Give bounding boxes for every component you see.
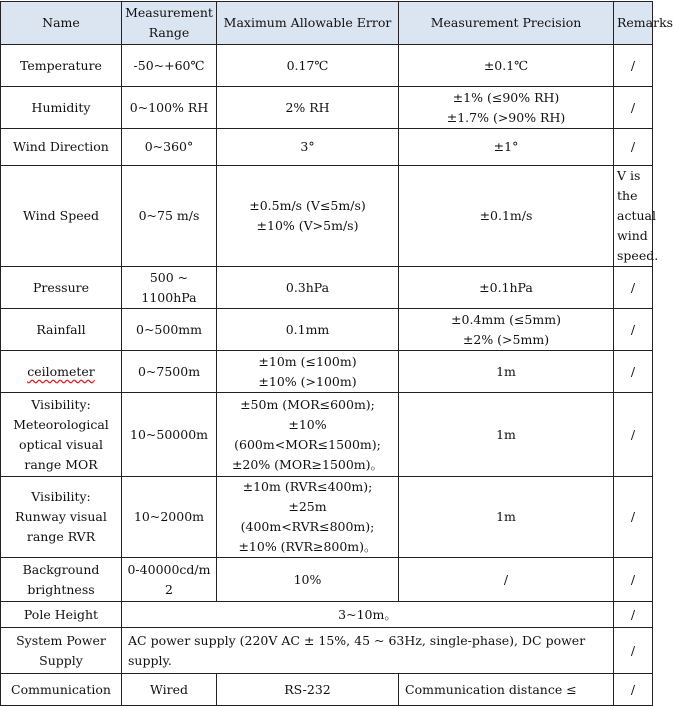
cell-error: ±10m (≤100m) ±10% (>100m) <box>217 351 399 393</box>
table-row-ceilometer <box>1 351 653 393</box>
cell-name: Communication <box>1 674 122 706</box>
table-row-background-brightness <box>1 558 653 602</box>
cell-remarks: / <box>614 558 653 602</box>
cell-precision: ±1° <box>399 129 614 166</box>
cell-precision: 1m <box>399 477 614 558</box>
cell-remarks: / <box>614 45 653 87</box>
table-row-visibility-rvr <box>1 477 653 558</box>
table-row-system-power-supply <box>1 628 653 674</box>
cell-precision: 1m <box>399 351 614 393</box>
cell-remarks: / <box>614 477 653 558</box>
cell-range: 0~500mm <box>122 309 217 351</box>
header-name: Name <box>1 2 122 45</box>
table-row-pressure <box>1 267 653 309</box>
cell-error: 0.17℃ <box>217 45 399 87</box>
cell-range: 0~100% RH <box>122 87 217 129</box>
header-row <box>1 2 653 45</box>
cell-range: 10~50000m <box>122 393 217 477</box>
cell-name: Visibility: Runway visual range RVR <box>1 477 122 558</box>
cell-range: 0~360° <box>122 129 217 166</box>
cell-error: ±0.5m/s (V≤5m/s) ±10% (V>5m/s) <box>217 166 399 267</box>
ceilometer-label: ceilometer <box>27 363 95 379</box>
cell-remarks: / <box>614 309 653 351</box>
cell-precision: / <box>399 558 614 602</box>
cell-remarks: / <box>614 87 653 129</box>
cell-remarks: / <box>614 602 653 628</box>
cell-remarks: V is the actual wind speed. <box>614 166 653 267</box>
table-row-pole-height <box>1 602 653 628</box>
cell-precision: ±0.4mm (≤5mm) ±2% (>5mm) <box>399 309 614 351</box>
cell-precision: ±0.1m/s <box>399 166 614 267</box>
cell-name <box>1 351 122 393</box>
table-row-communication <box>1 674 653 706</box>
cell-name: Wind Speed <box>1 166 122 267</box>
cell-error: 0.3hPa <box>217 267 399 309</box>
cell-range: 500 ~ 1100hPa <box>122 267 217 309</box>
header-measurement-range: Measurement Range <box>122 2 217 45</box>
cell-name: Humidity <box>1 87 122 129</box>
cell-precision: 1m <box>399 393 614 477</box>
table-row-temperature <box>1 45 653 87</box>
cell-name: Rainfall <box>1 309 122 351</box>
header-maximum-allowable-error: Maximum Allowable Error <box>217 2 399 45</box>
cell-remarks: / <box>614 674 653 706</box>
cell-name: Pole Height <box>1 602 122 628</box>
cell-range: 0~75 m/s <box>122 166 217 267</box>
cell-range: 0~7500m <box>122 351 217 393</box>
cell-range: -50~+60℃ <box>122 45 217 87</box>
table-row-rainfall <box>1 309 653 351</box>
cell-error: ±10m (RVR≤400m); ±25m (400m<RVR≤800m); ±10% (RVR≥800m)。 <box>217 477 399 558</box>
cell-error: 3° <box>217 129 399 166</box>
cell-range: Wired <box>122 674 217 706</box>
cell-error: 0.1mm <box>217 309 399 351</box>
header-measurement-precision: Measurement Precision <box>399 2 614 45</box>
cell-precision: ±0.1hPa <box>399 267 614 309</box>
cell-range: 0-40000cd/m 2 <box>122 558 217 602</box>
table-row-visibility-mor <box>1 393 653 477</box>
cell-remarks: / <box>614 267 653 309</box>
cell-remarks: / <box>614 129 653 166</box>
header-remarks: Remarks <box>614 2 653 45</box>
cell-precision: Communication distance ≤ <box>399 674 614 706</box>
table-row-humidity <box>1 87 653 129</box>
cell-name: System Power Supply <box>1 628 122 674</box>
cell-remarks: / <box>614 628 653 674</box>
cell-precision: ±1% (≤90% RH) ±1.7% (>90% RH) <box>399 87 614 129</box>
cell-merged-value: 3~10m。 <box>122 602 614 628</box>
table-row-wind-speed <box>1 166 653 267</box>
cell-name: Visibility: Meteorological optical visual range MOR <box>1 393 122 477</box>
cell-remarks: / <box>614 351 653 393</box>
cell-name: Temperature <box>1 45 122 87</box>
specifications-table <box>0 1 673 706</box>
cell-error: RS-232 <box>217 674 399 706</box>
cell-name: Background brightness <box>1 558 122 602</box>
cell-name: Wind Direction <box>1 129 122 166</box>
cell-error: 10% <box>217 558 399 602</box>
cell-range: 10~2000m <box>122 477 217 558</box>
cell-error: ±50m (MOR≤600m); ±10% (600m<MOR≤1500m); ±20% (MOR≥1500m)。 <box>217 393 399 477</box>
cell-name: Pressure <box>1 267 122 309</box>
cell-remarks: / <box>614 393 653 477</box>
table-row-wind-direction <box>1 129 653 166</box>
cell-error: 2% RH <box>217 87 399 129</box>
cell-merged-value: AC power supply (220V AC ± 15%, 45 ~ 63Hz, single-phase), DC power supply. <box>122 628 614 674</box>
cell-precision: ±0.1℃ <box>399 45 614 87</box>
